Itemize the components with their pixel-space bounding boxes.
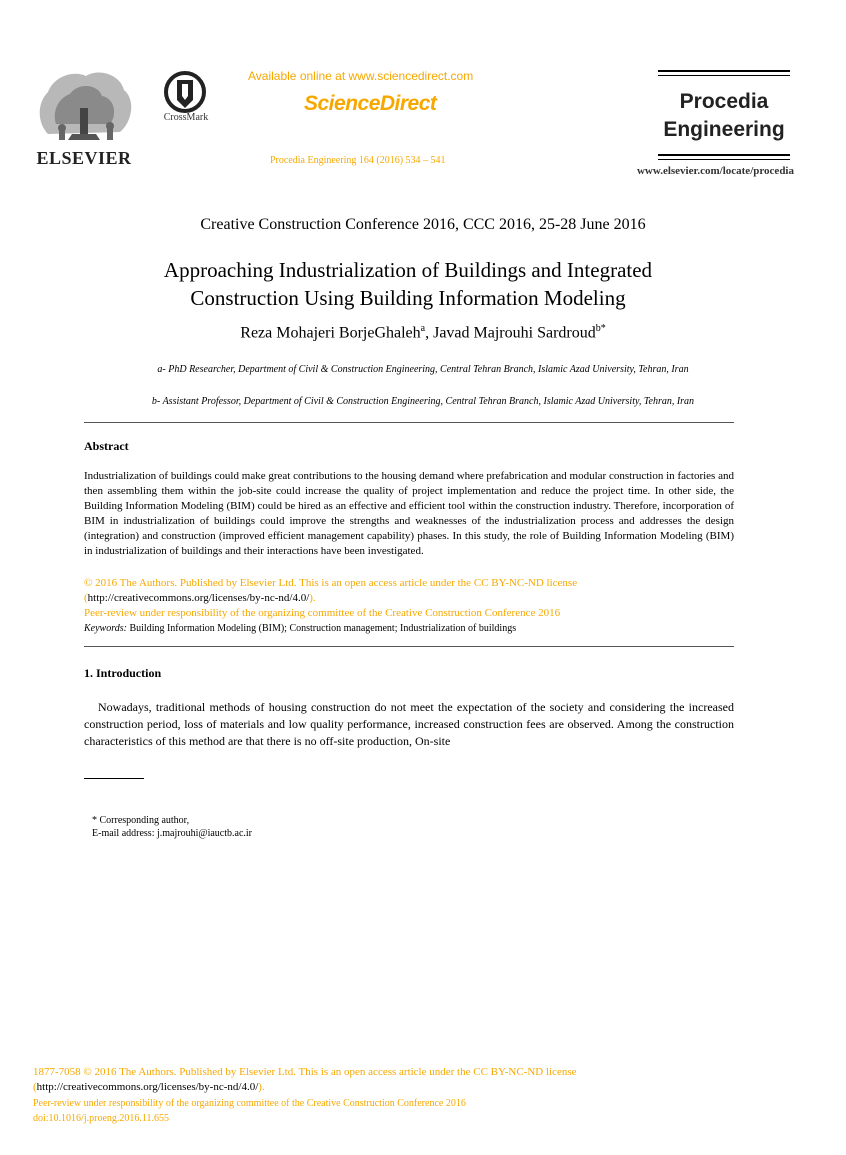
journal-citation: Procedia Engineering 164 (2016) 534 – 541: [270, 155, 446, 166]
paper-title-line-1: Approaching Industrialization of Buildings and Integrated: [163, 258, 653, 282]
available-online-link[interactable]: Available online at www.sciencedirect.com: [248, 69, 474, 83]
journal-name-engineering: Engineering: [663, 118, 785, 141]
footer-license-url-line: [33, 1080, 265, 1095]
footer-peer-review: Peer-review under responsibility of the organizing committee of the Creative Construction Conference 2016: [33, 1098, 466, 1109]
journal-rule-top: [658, 70, 790, 72]
publisher-name: ELSEVIER: [36, 148, 132, 168]
license-paren-open: (: [84, 592, 88, 604]
footnote-email: E-mail address: j.majrouhi@iauctb.ac.ir: [92, 828, 252, 839]
keywords-text: Building Information Modeling (BIM); Construction management; Industrialization of buildings: [129, 623, 517, 634]
author-list: [0, 323, 846, 342]
keywords-label: Keywords:: [84, 623, 127, 634]
section-heading-introduction: 1. Introduction: [84, 666, 162, 680]
license-paren-close: ).: [309, 592, 316, 604]
peer-review-statement: Peer-review under responsibility of the organizing committee of the Creative Construction Conference 2016: [84, 607, 561, 619]
license-url-link[interactable]: http://creativecommons.org/licenses/by-nc-nd/4.0/: [87, 592, 310, 604]
footer-doi[interactable]: doi:10.1016/j.proeng.2016.11.655: [33, 1113, 170, 1124]
conference-line: Creative Construction Conference 2016, CCC 2016, 25-28 June 2016: [200, 216, 646, 233]
footer-license-paren-open: (: [33, 1081, 37, 1093]
author-2: Javad Majrouhi Sardroud: [433, 324, 596, 342]
abstract-rule-bottom: [84, 646, 734, 647]
footnote-rule: [84, 778, 144, 779]
footnote-corresponding-author: * Corresponding author,: [92, 815, 190, 826]
journal-rule-bottom-thin: [658, 159, 790, 160]
introduction-text: Nowadays, traditional methods of housing construction do not meet the expectation of the society and considering the increased construction period, loss of materials and low quality performance, increased construction fees are observed. Among the construction characteristics of this method are that there is no off-site production, On-site: [84, 700, 734, 748]
footer-license-paren-close: ).: [258, 1081, 265, 1093]
affiliation-b: b- Assistant Professor, Department of Civil & Construction Engineering, Central Tehran Branch, Islamic Azad University, Tehran, Iran: [151, 396, 695, 407]
license-url-line: [84, 591, 734, 606]
journal-url-link[interactable]: www.elsevier.com/locate/procedia: [636, 165, 794, 177]
journal-name-procedia: Procedia: [679, 90, 769, 113]
sciencedirect-logo[interactable]: ScienceDirect: [304, 92, 437, 115]
author-1-affil-mark: a: [420, 323, 426, 334]
abstract-text: Industrialization of buildings could make great contributions to the housing demand where prefabrication and modular construction in factories and then assembling them within the job-site could increase the quality of project implementation and reduce the project time. In other side, the Building Information Modeling (BIM) could be hired as an effective and efficient tool within the construction industry. Therefore, incorporation of BIM in industrialization of buildings could improve the strengths and weaknesses of the industrialization process and addresses the design (integration) and construction (improved efficient management capability) phases. In this study, the role of Building Information Modeling (BIM) in industrialization of buildings and their interactions have been investigated.: [84, 470, 734, 557]
license-statement: © 2016 The Authors. Published by Elsevier Ltd. This is an open access article under the CC BY-NC-ND license: [84, 577, 578, 589]
affiliation-a: a- PhD Researcher, Department of Civil & Construction Engineering, Central Tehran Branch, Islamic Azad University, Tehran, Iran: [157, 364, 689, 375]
journal-rule-bottom: [658, 154, 790, 156]
footer-license-url-link[interactable]: http://creativecommons.org/licenses/by-nc-nd/4.0/: [36, 1081, 259, 1093]
author-2-affil-mark: b*: [595, 323, 606, 334]
paper-title-line-2: Construction Using Building Information Modeling: [190, 286, 626, 310]
author-separator: ,: [425, 324, 434, 342]
paper-title: [60, 256, 756, 312]
abstract-heading: Abstract: [84, 439, 129, 453]
abstract-rule-top: [84, 422, 734, 423]
crossmark-label: CrossMark: [163, 112, 209, 123]
author-1: Reza Mohajeri BorjeGhaleh: [240, 324, 421, 342]
keywords-line: [84, 621, 734, 636]
journal-rule-top-thin: [658, 75, 790, 76]
footer-issn-license: 1877-7058 © 2016 The Authors. Published by Elsevier Ltd. This is an open access article under the CC BY-NC-ND license: [33, 1066, 577, 1078]
